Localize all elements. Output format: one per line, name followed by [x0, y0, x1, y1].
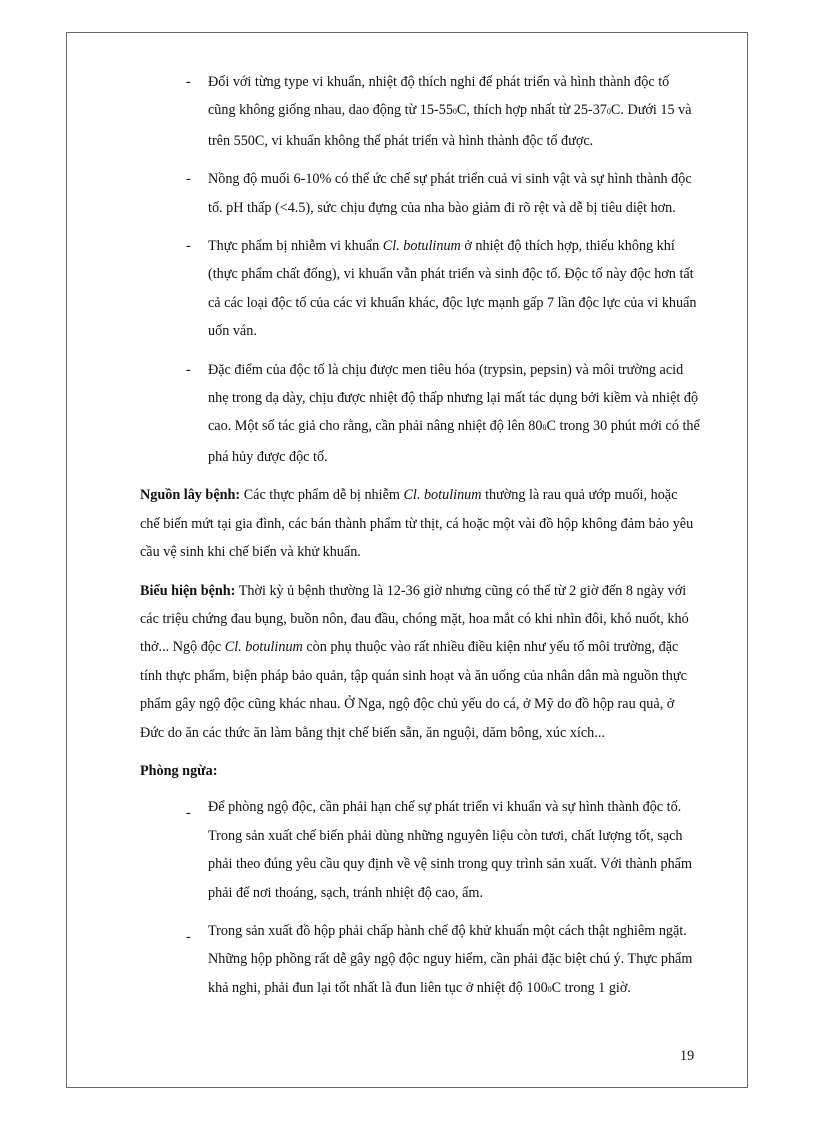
- paragraph-nguon-lay-benh: [140, 481, 700, 566]
- degree-subscript: 0: [542, 423, 547, 433]
- bullet-text: [208, 362, 700, 465]
- section-title: Biểu hiện bệnh:: [140, 582, 236, 599]
- text-run: C trong 30 phút mới có thể phá hủy được độc tố.: [208, 418, 700, 465]
- italic-term: Cl. botulinum: [382, 238, 461, 255]
- list-item: [140, 68, 700, 155]
- text-run: Nồng độ muối 6-10% có thể ức chế sự phát triển cuả vi sinh vật và sự hình thành độc tố. pH thấp (<4.5), sức chịu đựng của nha bào giảm đi rõ rệt và dễ bị tiêu diệt hơn.: [208, 171, 692, 216]
- degree-subscript: 0: [452, 107, 457, 117]
- bullet-list-phong-ngua: [140, 793, 700, 1004]
- text-run: ở nhiệt độ thích hợp, thiếu không khí (thực phẩm chất đống), vi khuẩn vẫn phát triển và sinh độc tố. Độc tố này độc hơn tất cả các loại độc tố của các vi khuẩn khác, độc lực mạnh gấp 7 lần độc lực của vi khuẩn uốn ván.: [208, 238, 697, 340]
- bullet-text: [208, 74, 692, 149]
- bullet-dash: -: [186, 74, 191, 90]
- italic-term: Cl. botulinum: [224, 639, 303, 656]
- bullet-text: [208, 171, 692, 215]
- degree-subscript: 0: [547, 984, 552, 994]
- document-body: [140, 68, 700, 1014]
- degree-subscript: 0: [606, 107, 611, 117]
- bullet-text: [208, 238, 697, 339]
- bullet-dash: -: [186, 361, 191, 378]
- text-run: còn phụ thuộc vào rất nhiều điều kiện như yếu tố môi trường, đặc tính thực phẩm, biện pháp bảo quản, tập quán sinh hoạt và ăn uống của nhân dân mà nguồn thực phẩm gây ngộ độc cũng khác nhau. Ở Nga, ngộ độc chủ yếu do cá, ở Mỹ do đồ hộp rau quả, ở Đức do ăn các thức ăn làm bằng thịt chế biến sẵn, ăn nguội, dăm bông, xúc xích...: [140, 639, 687, 741]
- bullet-list-top: [140, 68, 700, 471]
- bullet-text: [208, 799, 692, 900]
- list-item: [140, 232, 700, 346]
- text-run: C trong 1 giờ.: [551, 979, 631, 996]
- list-item: [140, 793, 700, 907]
- list-item: [140, 356, 700, 472]
- text-run: thường là rau quả ướp muối, hoặc chế biến mứt tại gia đình, các bán thành phẩm từ thịt, cá hoặc một vài đồ hộp không đảm bảo yêu cầu vệ sinh khi chế biến và khử khuẩn.: [140, 487, 694, 561]
- text-run: Các thực phẩm dễ bị nhiễm: [240, 487, 404, 504]
- bullet-dash: -: [186, 238, 191, 255]
- bullet-text: [208, 923, 692, 996]
- paragraph-bieu-hien-benh: [140, 577, 700, 747]
- text-run: Thực phẩm bị nhiễm vi khuẩn: [208, 238, 383, 255]
- text-run: Trong sản xuất đồ hộp phải chấp hành chế độ khử khuẩn một cách thật nghiêm ngặt. Những hộp phồng rất dễ gây ngộ độc nguy hiểm, cần phải đặc biệt chú ý. Thực phẩm khả nghi, phải đun lại tốt nhất là đun liên tục ở nhiệt độ 100: [208, 922, 693, 996]
- text-run: Để phòng ngộ độc, cần phải hạn chế sự phát triển vi khuẩn và sự hình thành độc tố. Trong sản xuất chế biến phải dùng những nguyên liệu còn tươi, chất lượng tốt, sạch phải theo đúng yêu cầu quy định về vệ sinh trong quy trình sản xuất. Với thành phẩm phải để nơi thoáng, sạch, tránh nhiệt độ cao, ẩm.: [208, 799, 693, 901]
- text-run: Đối với từng type vi khuẩn, nhiệt độ thích nghi để phát triển và hình thành độc tố cũng không giống nhau, dao động từ 15-55: [208, 74, 670, 119]
- text-run: C. Dưới 15 và trên 550C, vi khuẩn không thể phát triển và hình thành độc tố được.: [208, 102, 692, 149]
- text-run: Thời kỳ ủ bệnh thường là 12-36 giờ nhưng cũng có thể từ 2 giờ đến 8 ngày với các triệu chứng đau bụng, buồn nôn, đau đầu, chóng mặt, hoa mắt có khi nhìn đôi, khó nuốt, khó thở... Ngộ độc: [140, 582, 689, 656]
- bullet-dash: -: [186, 171, 191, 188]
- page-number: 19: [680, 1048, 695, 1064]
- list-item: [140, 917, 700, 1004]
- list-item: [140, 165, 700, 222]
- paragraph-text: [140, 583, 689, 741]
- bullet-dash: -: [186, 805, 191, 822]
- section-title: Nguồn lây bệnh:: [140, 487, 241, 504]
- section-heading-phong-ngua: Phòng ngừa:: [140, 762, 218, 779]
- text-run: C, thích hợp nhất từ 25-37: [456, 102, 607, 119]
- bullet-dash: -: [186, 928, 191, 945]
- italic-term: Cl. botulinum: [403, 487, 482, 504]
- text-run: Đặc điểm của độc tố là chịu được men tiêu hóa (trypsin, pepsin) và môi trường acid nhẹ trong dạ dày, chịu được nhiệt độ thấp nhưng lại mất tác dụng bởi kiềm và nhiệt độ cao. Một số tác giả cho rằng, cần phải nâng nhiệt độ lên 80: [208, 361, 699, 435]
